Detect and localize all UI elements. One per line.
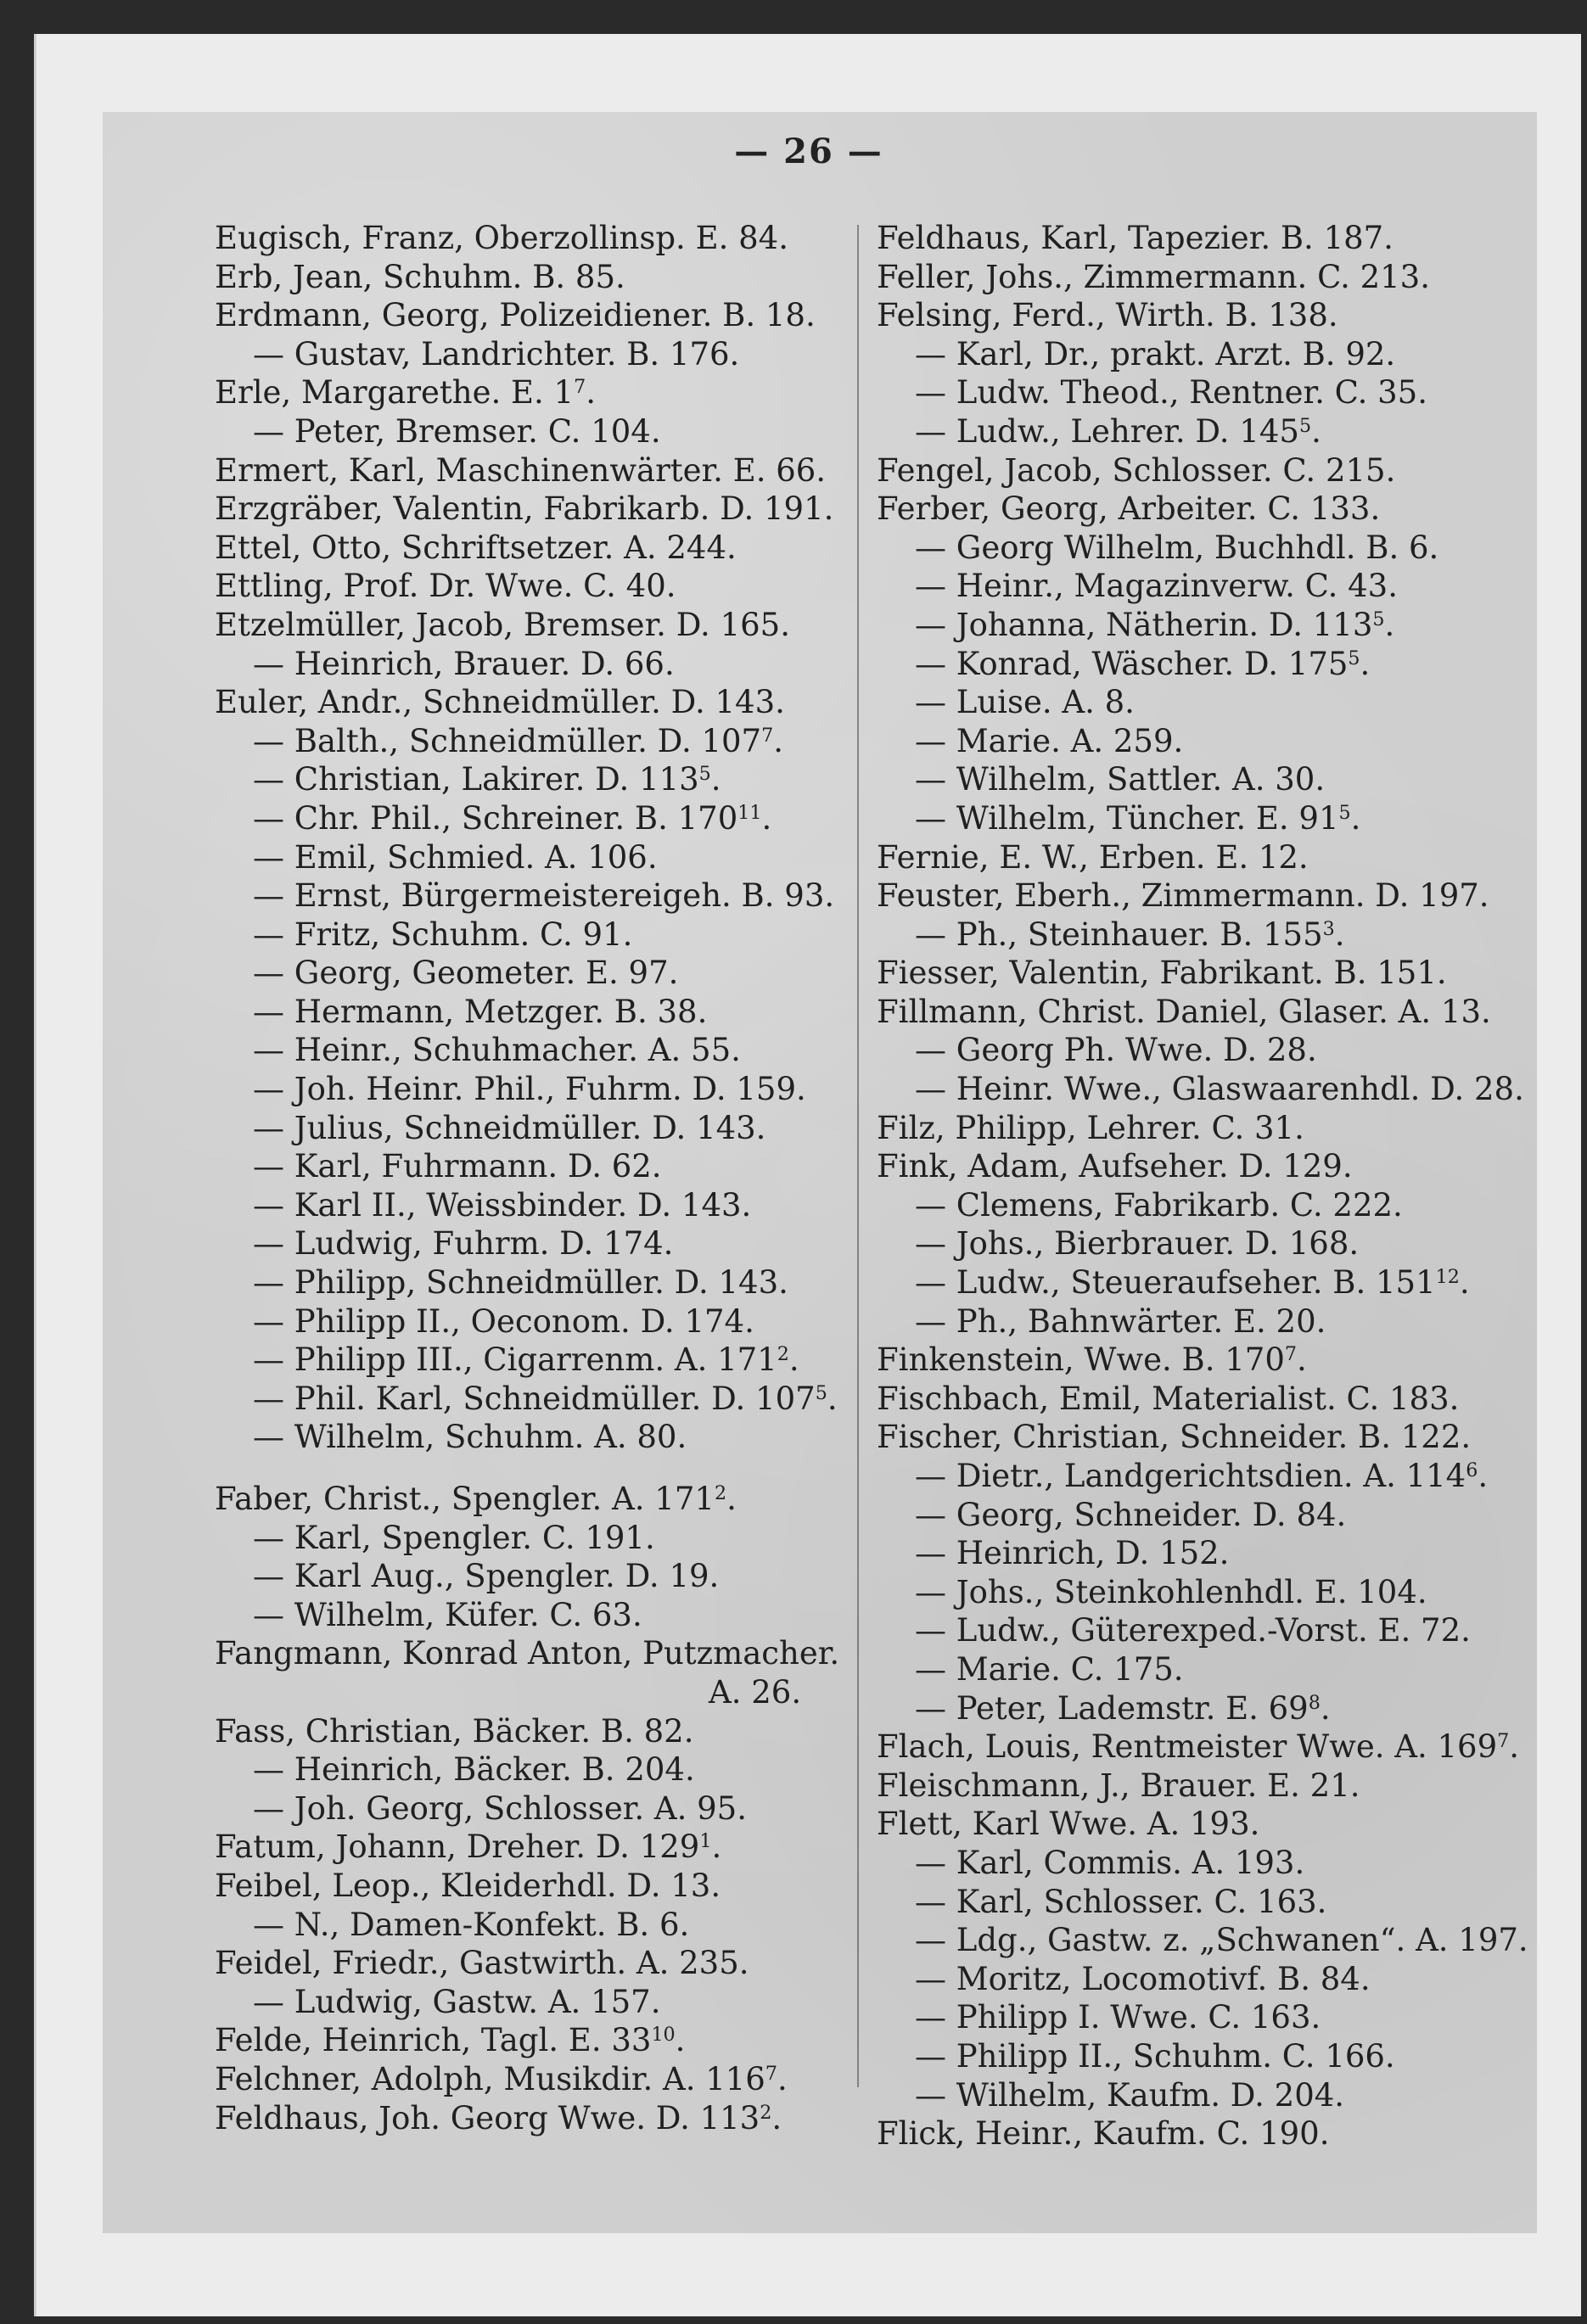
entry-text: Erzgräber, Valentin, Fabrikarb. D. 191. bbox=[215, 490, 834, 528]
directory-entry bbox=[215, 529, 860, 568]
entry-text: — Ldg., Gastw. z. „Schwanen“. A. 197. bbox=[915, 1922, 1528, 1959]
directory-entry bbox=[215, 1906, 860, 1945]
directory-entry bbox=[215, 1480, 860, 1519]
entry-text: Fatum, Johann, Dreher. D. 129 bbox=[215, 1828, 700, 1866]
directory-entry bbox=[215, 645, 860, 684]
directory-entry bbox=[215, 876, 860, 916]
entry-suffix: . bbox=[675, 2022, 686, 2059]
entry-suffix: . bbox=[1350, 799, 1361, 837]
directory-entry bbox=[877, 1263, 1522, 1302]
entry-text: Feller, Johs., Zimmermann. C. 213. bbox=[877, 258, 1430, 295]
directory-entry bbox=[877, 1031, 1522, 1070]
entry-text: Feidel, Friedr., Gastwirth. A. 235. bbox=[215, 1945, 749, 1982]
entry-superscript: 5 bbox=[815, 1381, 827, 1404]
entry-suffix: . bbox=[710, 761, 721, 798]
entry-superscript: 7 bbox=[761, 724, 774, 747]
directory-entry bbox=[215, 1186, 860, 1225]
directory-entry bbox=[877, 1689, 1522, 1728]
directory-entry bbox=[877, 1767, 1522, 1806]
entry-suffix: . bbox=[586, 374, 596, 412]
directory-entry bbox=[215, 2099, 860, 2138]
entry-text: Feldhaus, Karl, Tapezier. B. 187. bbox=[877, 220, 1394, 256]
entry-text: — Balth., Schneidmüller. D. 107 bbox=[253, 722, 762, 759]
entry-text: — Wilhelm, Küfer. C. 63. bbox=[253, 1596, 642, 1633]
entry-text: — Karl, Schlosser. C. 163. bbox=[915, 1883, 1327, 1920]
entry-suffix: . bbox=[773, 722, 783, 759]
directory-entry bbox=[877, 1457, 1522, 1496]
directory-entry bbox=[215, 1519, 860, 1558]
directory-entry bbox=[215, 567, 860, 606]
entry-superscript: 5 bbox=[1338, 801, 1351, 824]
directory-entry bbox=[215, 1302, 860, 1341]
directory-entry bbox=[215, 1070, 860, 1109]
directory-entry bbox=[215, 1341, 860, 1380]
entry-suffix: . bbox=[726, 1481, 737, 1517]
entry-superscript: 1 bbox=[699, 1830, 712, 1853]
directory-entry bbox=[877, 645, 1522, 684]
entry-text: — Johs., Steinkohlenhdl. E. 104. bbox=[915, 1573, 1427, 1610]
entry-text: — Heinrich, Brauer. D. 66. bbox=[253, 645, 675, 682]
entry-text: — Julius, Schneidmüller. D. 143. bbox=[253, 1109, 766, 1146]
entry-suffix: . bbox=[771, 2099, 782, 2136]
entry-text: Euler, Andr., Schneidmüller. D. 143. bbox=[215, 684, 785, 721]
directory-entry bbox=[877, 1496, 1522, 1535]
entry-text: Erb, Jean, Schuhm. B. 85. bbox=[215, 258, 625, 295]
entry-text: Eugisch, Franz, Oberzollinsp. E. 84. bbox=[215, 220, 788, 256]
entry-suffix: . bbox=[1459, 1264, 1470, 1302]
directory-entry bbox=[877, 1805, 1522, 1844]
entry-text: — Heinrich, Bäcker. B. 204. bbox=[253, 1751, 695, 1789]
entry-text: — Ludwig, Fuhrm. D. 174. bbox=[253, 1225, 674, 1263]
directory-entry bbox=[877, 567, 1522, 606]
entry-text: — Wilhelm, Tüncher. E. 91 bbox=[915, 799, 1339, 837]
directory-entry bbox=[215, 760, 860, 799]
directory-entry bbox=[215, 1789, 860, 1828]
entry-text: — Joh. Heinr. Phil., Fuhrm. D. 159. bbox=[253, 1071, 806, 1108]
entry-text: — Emil, Schmied. A. 106. bbox=[253, 838, 658, 876]
entry-suffix: . bbox=[1384, 606, 1395, 643]
entry-superscript: 6 bbox=[1466, 1459, 1478, 1481]
entry-text: Felsing, Ferd., Wirth. B. 138. bbox=[877, 297, 1338, 334]
entry-superscript: 5 bbox=[1348, 647, 1360, 669]
entry-text: Flick, Heinr., Kaufm. C. 190. bbox=[877, 2115, 1330, 2153]
directory-entry bbox=[877, 1418, 1522, 1457]
directory-entry bbox=[877, 838, 1522, 877]
entry-text: Fischer, Christian, Schneider. B. 122. bbox=[877, 1419, 1472, 1456]
entry-text: A. 26. bbox=[709, 1673, 802, 1711]
directory-entry bbox=[215, 722, 860, 761]
entry-text: — Karl Aug., Spengler. D. 19. bbox=[253, 1558, 720, 1595]
entry-text: — Fritz, Schuhm. C. 91. bbox=[253, 916, 633, 953]
directory-entry bbox=[877, 876, 1522, 916]
directory-entry bbox=[877, 606, 1522, 645]
directory-entry bbox=[877, 1573, 1522, 1612]
directory-entry bbox=[877, 1998, 1522, 2037]
directory-entry bbox=[877, 2037, 1522, 2076]
entry-suffix: . bbox=[761, 799, 772, 837]
directory-entry bbox=[877, 219, 1522, 258]
entry-superscript: 2 bbox=[760, 2101, 772, 2124]
directory-entry bbox=[215, 606, 860, 645]
entry-text: Feibel, Leop., Kleiderhdl. D. 13. bbox=[215, 1867, 721, 1904]
directory-entry bbox=[215, 1867, 860, 1906]
entry-text: — Luise. A. 8. bbox=[915, 684, 1135, 721]
entry-text: Flach, Louis, Rentmeister Wwe. A. 169 bbox=[877, 1728, 1498, 1766]
directory-entry bbox=[877, 490, 1522, 529]
entry-text: Filz, Philipp, Lehrer. C. 31. bbox=[877, 1109, 1304, 1146]
directory-entry bbox=[215, 1983, 860, 2022]
directory-entry bbox=[215, 412, 860, 451]
directory-entry bbox=[877, 2076, 1522, 2115]
entry-suffix: . bbox=[1320, 1689, 1331, 1727]
entry-text: — Konrad, Wäscher. D. 175 bbox=[915, 645, 1349, 682]
entry-superscript: 2 bbox=[777, 1343, 789, 1366]
directory-entry bbox=[215, 993, 860, 1032]
entry-text: — Karl, Fuhrmann. D. 62. bbox=[253, 1148, 662, 1185]
entry-text: Fangmann, Konrad Anton, Putzmacher. bbox=[215, 1635, 840, 1672]
entry-suffix: . bbox=[1311, 412, 1321, 450]
entry-text: — Johanna, Nätherin. D. 113 bbox=[915, 606, 1373, 643]
directory-entry bbox=[877, 1302, 1522, 1341]
entry-text: — Peter, Bremser. C. 104. bbox=[253, 412, 661, 450]
directory-entry bbox=[877, 1341, 1522, 1380]
entry-text: Flett, Karl Wwe. A. 193. bbox=[877, 1806, 1260, 1843]
entry-superscript: 12 bbox=[1435, 1265, 1460, 1288]
entry-text: Ettling, Prof. Dr. Wwe. C. 40. bbox=[215, 568, 676, 605]
entry-text: Fernie, E. W., Erben. E. 12. bbox=[877, 838, 1309, 876]
directory-entry bbox=[877, 373, 1522, 412]
directory-entry bbox=[215, 954, 860, 993]
directory-entry bbox=[877, 1611, 1522, 1650]
directory-entry bbox=[877, 1224, 1522, 1263]
directory-entry bbox=[877, 1380, 1522, 1419]
entry-text: — Ernst, Bürgermeistereigeh. B. 93. bbox=[253, 877, 835, 915]
directory-entry bbox=[215, 1750, 860, 1789]
directory-entry bbox=[877, 799, 1522, 838]
directory-entry bbox=[877, 1186, 1522, 1225]
directory-entry bbox=[877, 258, 1522, 297]
entry-text: — Gustav, Landrichter. B. 176. bbox=[253, 335, 740, 372]
entry-text: — Johs., Bierbrauer. D. 168. bbox=[915, 1225, 1360, 1263]
directory-entry bbox=[877, 916, 1522, 955]
entry-text: Fischbach, Emil, Materialist. C. 183. bbox=[877, 1380, 1460, 1417]
entry-text: — Philipp I. Wwe. C. 163. bbox=[915, 1999, 1321, 2036]
entry-text: Fink, Adam, Aufseher. D. 129. bbox=[877, 1148, 1353, 1185]
directory-entry bbox=[215, 916, 860, 955]
entry-text: Erdmann, Georg, Polizeidiener. B. 18. bbox=[215, 297, 816, 334]
directory-entry bbox=[877, 1109, 1522, 1148]
directory-entry bbox=[877, 412, 1522, 451]
entry-text: — Hermann, Metzger. B. 38. bbox=[253, 993, 708, 1030]
page-sheet bbox=[34, 34, 1581, 2316]
directory-entry bbox=[877, 296, 1522, 335]
entry-suffix: . bbox=[788, 1341, 799, 1379]
directory-entry bbox=[877, 722, 1522, 761]
entry-text: Fiesser, Valentin, Fabrikant. B. 151. bbox=[877, 955, 1447, 992]
entry-text: — Ph., Bahnwärter. E. 20. bbox=[915, 1302, 1326, 1340]
entry-text: — Clemens, Fabrikarb. C. 222. bbox=[915, 1186, 1403, 1224]
entry-text: — Joh. Georg, Schlosser. A. 95. bbox=[253, 1789, 747, 1827]
directory-entry bbox=[877, 993, 1522, 1032]
entry-text: Feuster, Eberh., Zimmermann. D. 197. bbox=[877, 877, 1489, 915]
entry-text: Fillmann, Christ. Daniel, Glaser. A. 13. bbox=[877, 993, 1491, 1030]
entry-text: Ferber, Georg, Arbeiter. C. 133. bbox=[877, 490, 1381, 528]
entry-text: — Wilhelm, Kaufm. D. 204. bbox=[915, 2076, 1345, 2114]
directory-entry bbox=[215, 683, 860, 722]
entry-text: — Wilhelm, Schuhm. A. 80. bbox=[253, 1419, 687, 1456]
directory-entry bbox=[877, 954, 1522, 993]
entry-suffix: . bbox=[1334, 916, 1345, 953]
entry-superscript: 5 bbox=[1298, 414, 1312, 437]
directory-entry bbox=[215, 1557, 860, 1596]
directory-entry bbox=[215, 1673, 860, 1712]
entry-suffix: . bbox=[711, 1828, 722, 1866]
entry-text: Fengel, Jacob, Schlosser. C. 215. bbox=[877, 451, 1396, 489]
entry-text: Ermert, Karl, Maschinenwärter. E. 66. bbox=[215, 451, 827, 489]
entry-text: — Ludw. Theod., Rentner. C. 35. bbox=[915, 374, 1427, 412]
entry-text: — Philipp II., Schuhm. C. 166. bbox=[915, 2037, 1395, 2075]
entry-suffix: . bbox=[1360, 645, 1371, 682]
entry-text: Felchner, Adolph, Musikdir. A. 116 bbox=[215, 2060, 765, 2097]
directory-entry bbox=[877, 1883, 1522, 1922]
entry-text: — Ludw., Güterexped.-Vorst. E. 72. bbox=[915, 1612, 1471, 1649]
entry-superscript: 5 bbox=[1372, 608, 1385, 630]
directory-entry bbox=[877, 1960, 1522, 1999]
entry-superscript: 11 bbox=[737, 801, 762, 824]
entry-text: — Philipp II., Oeconom. D. 174. bbox=[253, 1302, 754, 1340]
directory-entry bbox=[215, 335, 860, 374]
entry-text: — N., Damen-Konfekt. B. 6. bbox=[253, 1906, 690, 1943]
entry-superscript: 8 bbox=[1308, 1691, 1321, 1714]
directory-entry bbox=[215, 1263, 860, 1302]
entry-superscript: 5 bbox=[698, 763, 711, 786]
entry-superscript: 10 bbox=[651, 2024, 676, 2047]
entry-text: — Georg, Schneider. D. 84. bbox=[915, 1496, 1347, 1533]
entry-text: — Marie. A. 259. bbox=[915, 722, 1184, 759]
entry-text: Fleischmann, J., Brauer. E. 21. bbox=[877, 1767, 1360, 1804]
entry-text: — Dietr., Landgerichtsdien. A. 114 bbox=[915, 1458, 1466, 1494]
directory-entry bbox=[877, 1728, 1522, 1767]
entry-suffix: . bbox=[1478, 1458, 1489, 1494]
directory-entry bbox=[215, 2021, 860, 2060]
entry-text: — Heinr., Magazinverw. C. 43. bbox=[915, 568, 1398, 605]
entry-superscript: 3 bbox=[1322, 917, 1335, 940]
entry-text: — Heinr. Wwe., Glaswaarenhdl. D. 28. bbox=[915, 1071, 1524, 1108]
directory-entry bbox=[877, 683, 1522, 722]
entry-text: — Wilhelm, Sattler. A. 30. bbox=[915, 761, 1326, 798]
entry-text: — Georg Ph. Wwe. D. 28. bbox=[915, 1032, 1317, 1069]
entry-gap bbox=[215, 1457, 860, 1480]
entry-text: — Georg Wilhelm, Buchhdl. B. 6. bbox=[915, 529, 1439, 566]
right-column bbox=[877, 219, 1528, 2153]
entry-text: — Karl, Dr., prakt. Arzt. B. 92. bbox=[915, 335, 1396, 372]
directory-entry bbox=[215, 1380, 860, 1419]
entry-text: — Ludw., Lehrer. D. 145 bbox=[915, 412, 1299, 450]
entry-suffix: . bbox=[777, 2060, 788, 2097]
entry-text: — Ludwig, Gastw. A. 157. bbox=[253, 1983, 661, 2020]
entry-suffix: . bbox=[1509, 1728, 1520, 1766]
entry-text: Finkenstein, Wwe. B. 170 bbox=[877, 1341, 1285, 1379]
entry-text: — Christian, Lakirer. D. 113 bbox=[253, 761, 699, 798]
directory-entry bbox=[215, 1418, 860, 1457]
entry-text: — Ludw., Steueraufseher. B. 151 bbox=[915, 1264, 1436, 1302]
directory-entry bbox=[215, 1224, 860, 1263]
entry-text: — Georg, Geometer. E. 97. bbox=[253, 955, 679, 992]
entry-superscript: 7 bbox=[1497, 1729, 1510, 1752]
directory-entry bbox=[215, 219, 860, 258]
entry-text: — Ph., Steinhauer. B. 155 bbox=[915, 916, 1323, 953]
left-column bbox=[215, 219, 860, 2137]
directory-entry bbox=[215, 373, 860, 412]
entry-text: Erle, Margarethe. E. 1 bbox=[215, 374, 575, 412]
entry-text: — Phil. Karl, Schneidmüller. D. 107 bbox=[253, 1380, 816, 1417]
entry-text: — Moritz, Locomotivf. B. 84. bbox=[915, 1960, 1371, 1997]
entry-text: Fass, Christian, Bäcker. B. 82. bbox=[215, 1712, 694, 1750]
entry-text: — Philipp, Schneidmüller. D. 143. bbox=[253, 1264, 788, 1302]
entry-text: — Peter, Lademstr. E. 69 bbox=[915, 1689, 1309, 1727]
directory-entry bbox=[215, 1147, 860, 1186]
directory-entry bbox=[877, 1147, 1522, 1186]
directory-entry bbox=[877, 1534, 1522, 1573]
directory-entry bbox=[215, 1944, 860, 1983]
directory-entry bbox=[215, 296, 860, 335]
directory-entry bbox=[877, 1070, 1522, 1109]
entry-text: — Heinr., Schuhmacher. A. 55. bbox=[253, 1032, 741, 1069]
entry-text: Etzelmüller, Jacob, Bremser. D. 165. bbox=[215, 606, 790, 643]
directory-entry bbox=[877, 2114, 1522, 2153]
directory-entry bbox=[215, 451, 860, 490]
entry-superscript: 7 bbox=[1284, 1343, 1297, 1366]
entry-text: — Heinrich, D. 152. bbox=[915, 1535, 1230, 1572]
entry-suffix: . bbox=[827, 1380, 838, 1417]
directory-entry bbox=[215, 2060, 860, 2099]
column-divider bbox=[857, 225, 859, 2087]
entry-text: — Philipp III., Cigarrenm. A. 171 bbox=[253, 1341, 777, 1379]
page-number: — 26 — bbox=[734, 132, 883, 171]
entry-superscript: 7 bbox=[574, 376, 586, 399]
entry-text: — Karl, Commis. A. 193. bbox=[915, 1844, 1305, 1881]
directory-entry bbox=[215, 1031, 860, 1070]
directory-entry bbox=[877, 1921, 1528, 1960]
directory-entry bbox=[215, 1712, 860, 1751]
directory-entry bbox=[215, 1109, 860, 1148]
entry-text: — Chr. Phil., Schreiner. B. 170 bbox=[253, 799, 738, 837]
directory-entry bbox=[215, 838, 860, 877]
entry-text: — Karl II., Weissbinder. D. 143. bbox=[253, 1186, 752, 1224]
entry-superscript: 7 bbox=[765, 2062, 777, 2085]
directory-entry bbox=[877, 529, 1522, 568]
entry-text: Faber, Christ., Spengler. A. 171 bbox=[215, 1481, 715, 1517]
entry-text: Feldhaus, Joh. Georg Wwe. D. 113 bbox=[215, 2099, 760, 2136]
directory-entry bbox=[215, 799, 860, 838]
directory-entry bbox=[215, 490, 860, 529]
directory-entry bbox=[877, 760, 1522, 799]
directory-entry bbox=[877, 451, 1522, 490]
entry-superscript: 2 bbox=[714, 1481, 727, 1504]
entry-suffix: . bbox=[1297, 1341, 1307, 1379]
directory-entry bbox=[877, 1844, 1522, 1883]
directory-entry bbox=[215, 1596, 860, 1635]
entry-text: Ettel, Otto, Schriftsetzer. A. 244. bbox=[215, 529, 737, 566]
directory-entry bbox=[215, 1828, 860, 1867]
directory-entry bbox=[877, 335, 1522, 374]
directory-entry bbox=[215, 1634, 860, 1673]
entry-text: — Marie. C. 175. bbox=[915, 1650, 1184, 1688]
directory-entry bbox=[215, 258, 860, 297]
directory-entry bbox=[877, 1650, 1522, 1689]
entry-text: — Karl, Spengler. C. 191. bbox=[253, 1519, 655, 1556]
entry-text: Felde, Heinrich, Tagl. E. 33 bbox=[215, 2022, 652, 2059]
